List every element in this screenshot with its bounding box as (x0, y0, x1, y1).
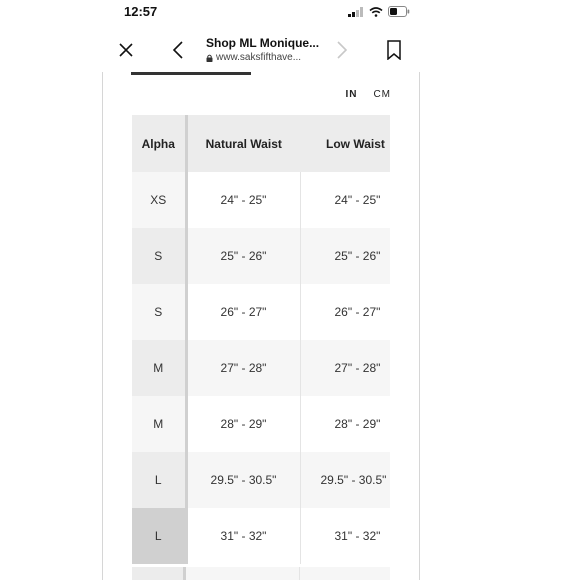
header-natural-waist: Natural Waist (186, 115, 300, 172)
table-row (132, 340, 390, 396)
alpha-cell[interactable]: M (132, 340, 186, 396)
web-content (102, 72, 420, 580)
bookmark-icon (387, 40, 401, 60)
chevron-right-icon (336, 41, 348, 59)
alpha-cell[interactable]: S (132, 284, 186, 340)
low-waist-cell: 28" - 29" (300, 396, 390, 452)
natural-waist-cell: 24" - 25" (186, 172, 300, 228)
close-icon (118, 42, 134, 58)
page-title-area[interactable] (206, 36, 336, 63)
natural-waist-cell: 29.5" - 30.5" (186, 452, 300, 508)
battery-icon (388, 6, 410, 17)
table-row (132, 284, 390, 340)
unit-cm-option[interactable]: CM (373, 89, 391, 100)
table-row (132, 172, 390, 228)
size-chart-table (132, 115, 390, 564)
low-waist-cell: 25" - 26" (300, 228, 390, 284)
natural-waist-cell: 31" - 32" (186, 508, 300, 564)
alpha-cell[interactable]: S (132, 228, 186, 284)
low-waist-cell-partial (300, 567, 390, 580)
signal-icon (348, 7, 364, 17)
page-url: www.saksfifthave... (216, 52, 302, 63)
forward-button[interactable] (328, 36, 356, 64)
status-time: 12:57 (124, 4, 158, 19)
low-waist-cell: 26" - 27" (300, 284, 390, 340)
natural-waist-cell: 25" - 26" (186, 228, 300, 284)
alpha-cell-partial (132, 567, 186, 580)
low-waist-cell: 29.5" - 30.5" (300, 452, 390, 508)
status-icons (348, 6, 410, 17)
table-row (132, 228, 390, 284)
back-button[interactable] (164, 36, 192, 64)
alpha-cell-selected[interactable]: L (132, 508, 186, 564)
table-row-partial (132, 567, 390, 580)
alpha-cell[interactable]: XS (132, 172, 186, 228)
active-tab-indicator (131, 72, 251, 75)
header-alpha: Alpha (132, 115, 186, 172)
table-row (132, 396, 390, 452)
close-button[interactable] (112, 36, 140, 64)
natural-waist-cell-partial (186, 567, 300, 580)
chevron-left-icon (172, 41, 184, 59)
bookmark-button[interactable] (380, 36, 408, 64)
unit-in-option[interactable]: IN (345, 89, 358, 100)
low-waist-cell: 27" - 28" (300, 340, 390, 396)
table-header-row (132, 115, 390, 172)
wifi-icon (369, 7, 383, 17)
low-waist-cell: 24" - 25" (300, 172, 390, 228)
alpha-cell[interactable]: L (132, 452, 186, 508)
unit-toggle (345, 89, 391, 100)
page-title: Shop ML Monique... (206, 36, 320, 50)
table-row (132, 508, 390, 564)
table-row (132, 452, 390, 508)
url-row (206, 52, 336, 63)
status-bar (102, 0, 420, 24)
natural-waist-cell: 28" - 29" (186, 396, 300, 452)
natural-waist-cell: 26" - 27" (186, 284, 300, 340)
header-low-waist: Low Waist (300, 115, 390, 172)
low-waist-cell: 31" - 32" (300, 508, 390, 564)
browser-nav-bar (102, 30, 420, 70)
lock-icon (206, 54, 213, 62)
natural-waist-cell: 27" - 28" (186, 340, 300, 396)
alpha-cell[interactable]: M (132, 396, 186, 452)
